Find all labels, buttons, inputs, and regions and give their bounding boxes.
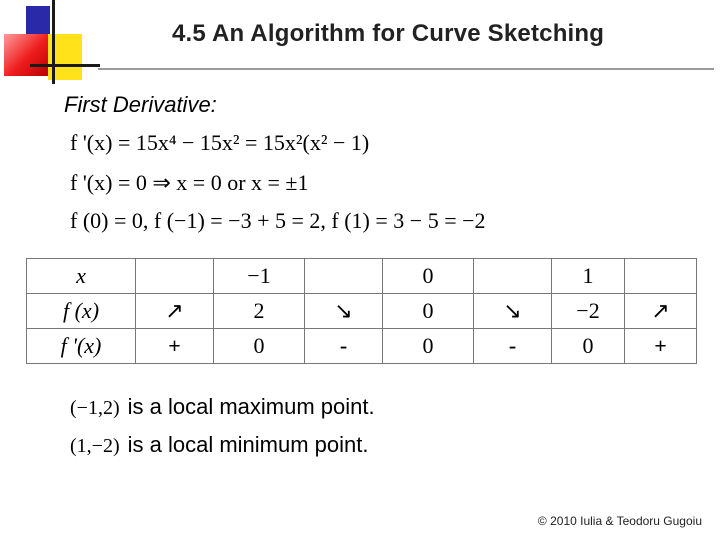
table-row-fprime <box>27 329 697 364</box>
section-heading: First Derivative: <box>64 92 217 117</box>
table-cell <box>625 259 697 294</box>
table-row-x <box>27 259 697 294</box>
table-cell: −1 <box>214 259 305 294</box>
table-cell: 0 <box>383 259 474 294</box>
logo-red-square <box>4 34 48 76</box>
table-cell: −2 <box>552 294 625 329</box>
table-row-f <box>27 294 697 329</box>
table-cell: x <box>27 259 136 294</box>
function-values-equation: f (0) = 0, f (−1) = −3 + 5 = 2, f (1) = 3 − 5 = −2 <box>70 208 486 233</box>
sign-table <box>26 258 697 364</box>
increasing-arrow-icon: ↗ <box>625 294 697 329</box>
table-cell: + <box>625 329 697 364</box>
decreasing-arrow-icon: ↘ <box>474 294 552 329</box>
local-minimum-statement <box>70 432 368 458</box>
table-cell: 2 <box>214 294 305 329</box>
derivative-equation: f '(x) = 15x⁴ − 15x² = 15x²(x² − 1) <box>70 130 370 155</box>
table-cell: 1 <box>552 259 625 294</box>
table-cell <box>305 259 383 294</box>
table-cell: 0 <box>214 329 305 364</box>
table-cell: - <box>474 329 552 364</box>
title-divider <box>98 68 714 70</box>
max-text: is a local maximum point. <box>127 394 375 419</box>
critical-points-equation: f '(x) = 0 ⇒ x = 0 or x = ±1 <box>70 170 309 195</box>
slide-title: 4.5 An Algorithm for Curve Sketching <box>172 20 605 47</box>
slide-logo <box>0 0 100 90</box>
logo-blue-square <box>26 6 50 34</box>
table-cell: 0 <box>552 329 625 364</box>
min-point: (1,−2) <box>70 435 120 457</box>
local-maximum-statement <box>70 394 375 420</box>
table-cell: f '(x) <box>27 329 136 364</box>
table-cell <box>136 259 214 294</box>
table-cell <box>474 259 552 294</box>
decreasing-arrow-icon: ↘ <box>305 294 383 329</box>
table-cell: 0 <box>383 329 474 364</box>
increasing-arrow-icon: ↗ <box>136 294 214 329</box>
table-cell: 0 <box>383 294 474 329</box>
table-cell: - <box>305 329 383 364</box>
logo-vertical-line <box>52 0 55 84</box>
table-cell: f (x) <box>27 294 136 329</box>
max-point: (−1,2) <box>70 397 120 419</box>
logo-horizontal-line <box>30 64 100 67</box>
min-text: is a local minimum point. <box>127 432 369 457</box>
copyright-footer: © 2010 Iulia & Teodoru Gugoiu <box>537 514 702 528</box>
table-cell: + <box>136 329 214 364</box>
